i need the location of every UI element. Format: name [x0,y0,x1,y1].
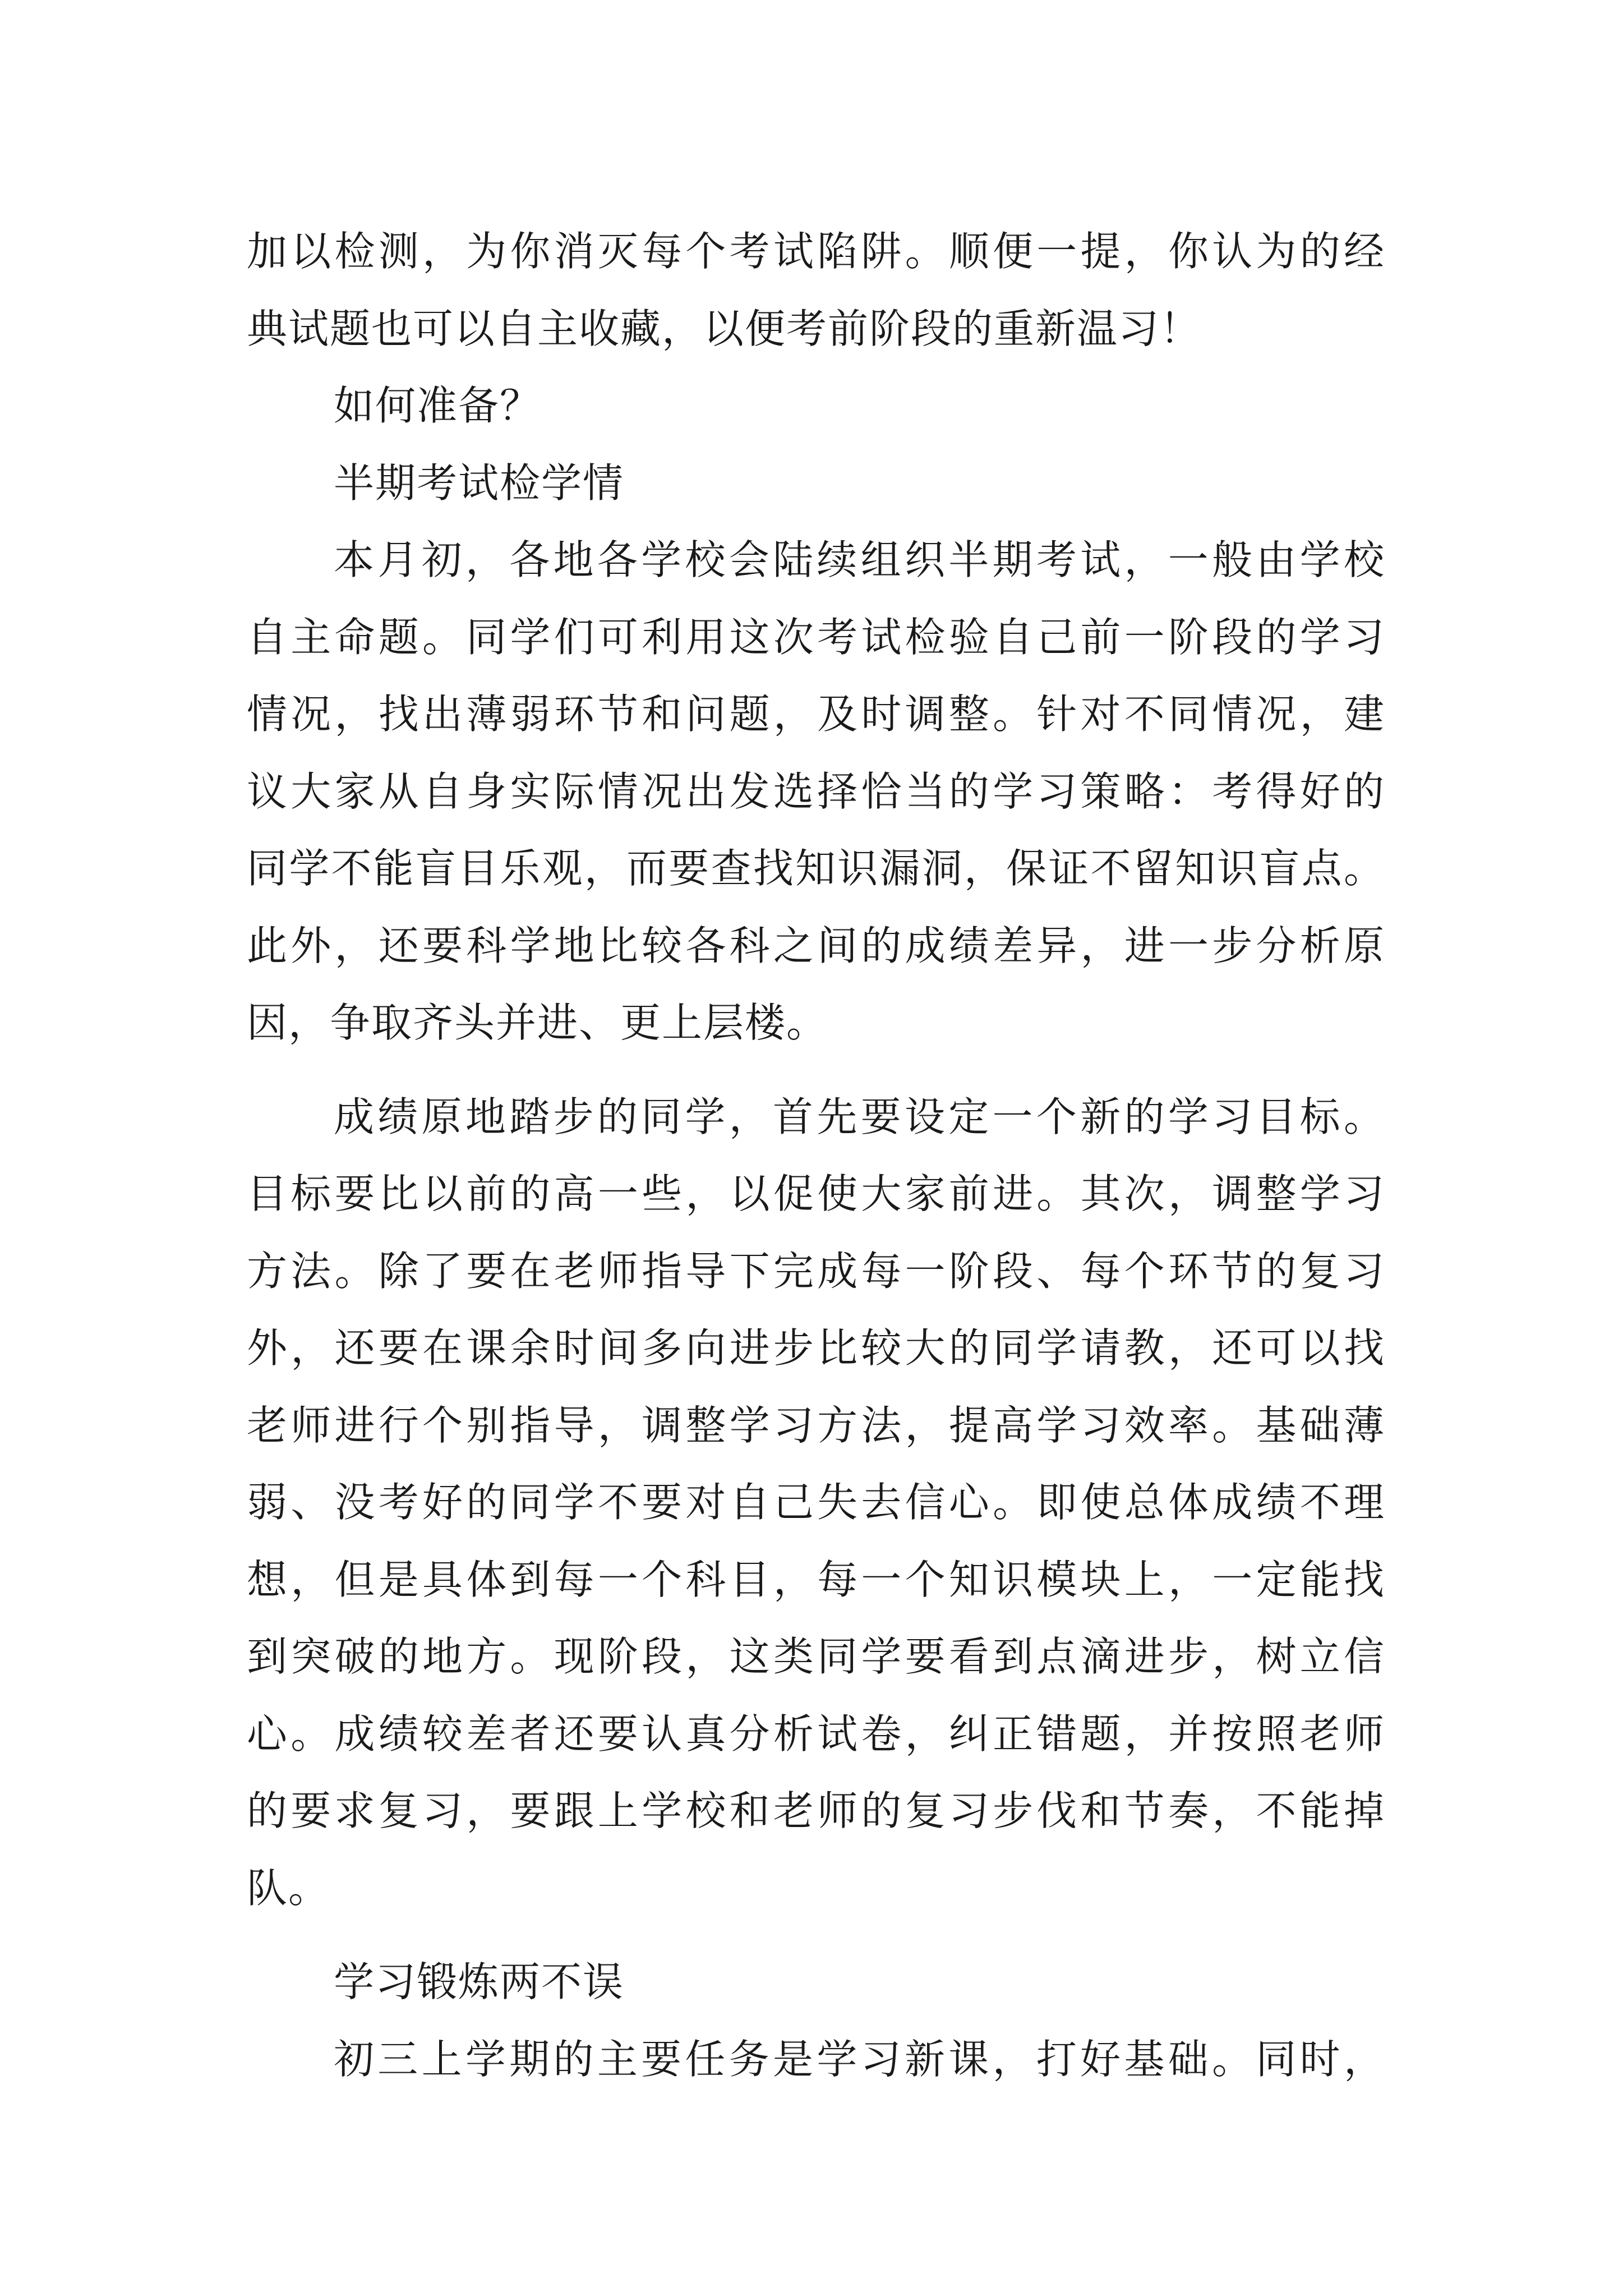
paragraph-line: 因，争取齐头并进、更上层楼。 [247,999,828,1046]
paragraph-line: 方法。除了要在老师指导下完成每一阶段、每个环节的复习 [247,1247,1385,1295]
paragraph-line: 老师进行个别指导，调整学习方法，提高学习效率。基础薄 [247,1401,1385,1449]
paragraph-line: 此外，还要科学地比较各科之间的成绩差异，进一步分析原 [247,922,1385,969]
section-question: 如何准备？ [334,382,542,429]
paragraph-line: 情况，找出薄弱环节和问题，及时调整。针对不同情况，建 [247,691,1385,738]
paragraph-line: 心。成绩较差者还要认真分析试卷，纠正错题，并按照老师 [247,1710,1385,1757]
paragraph-spacer [247,1927,1385,1944]
paragraph-line: 外，还要在课余时间多向进步比较大的同学请教，还可以找 [247,1324,1385,1372]
section-heading: 半期考试检学情 [334,459,625,507]
paragraph-line: 目标要比以前的高一些，以促使大家前进。其次，调整学习 [247,1170,1385,1217]
paragraph-line: 到突破的地方。现阶段，这类同学要看到点滴进步，树立信 [247,1633,1385,1680]
document-body [247,213,1385,2098]
paragraph-line: 想，但是具体到每一个科目，每一个知识模块上，一定能找 [247,1556,1385,1603]
paragraph-line: 队。 [247,1864,330,1912]
paragraph-line: 的要求复习，要跟上学校和老师的复习步伐和节奏，不能掉 [247,1787,1385,1834]
paragraph-line: 议大家从自身实际情况出发选择恰当的学习策略：考得好的 [247,767,1385,815]
section-heading: 学习锻炼两不误 [334,1958,625,2005]
paragraph-line: 典试题也可以自主收藏，以便考前阶段的重新温习！ [247,305,1202,352]
paragraph-line: 初三上学期的主要任务是学习新课，打好基础。同时， [334,2035,1385,2083]
paragraph-line: 同学不能盲目乐观，而要查找知识漏洞，保证不留知识盲点。 [247,845,1385,892]
paragraph-line: 加以检测，为你消灭每个考试陷阱。顺便一提，你认为的经 [247,228,1385,275]
paragraph-line: 成绩原地踏步的同学，首先要设定一个新的学习目标。 [334,1093,1385,1140]
paragraph-line: 自主命题。同学们可利用这次考试检验自己前一阶段的学习 [247,613,1385,661]
paragraph-spacer [247,1062,1385,1079]
paragraph-line: 弱、没考好的同学不要对自己失去信心。即使总体成绩不理 [247,1479,1385,1526]
paragraph-line: 本月初，各地各学校会陆续组织半期考试，一般由学校 [334,536,1385,583]
